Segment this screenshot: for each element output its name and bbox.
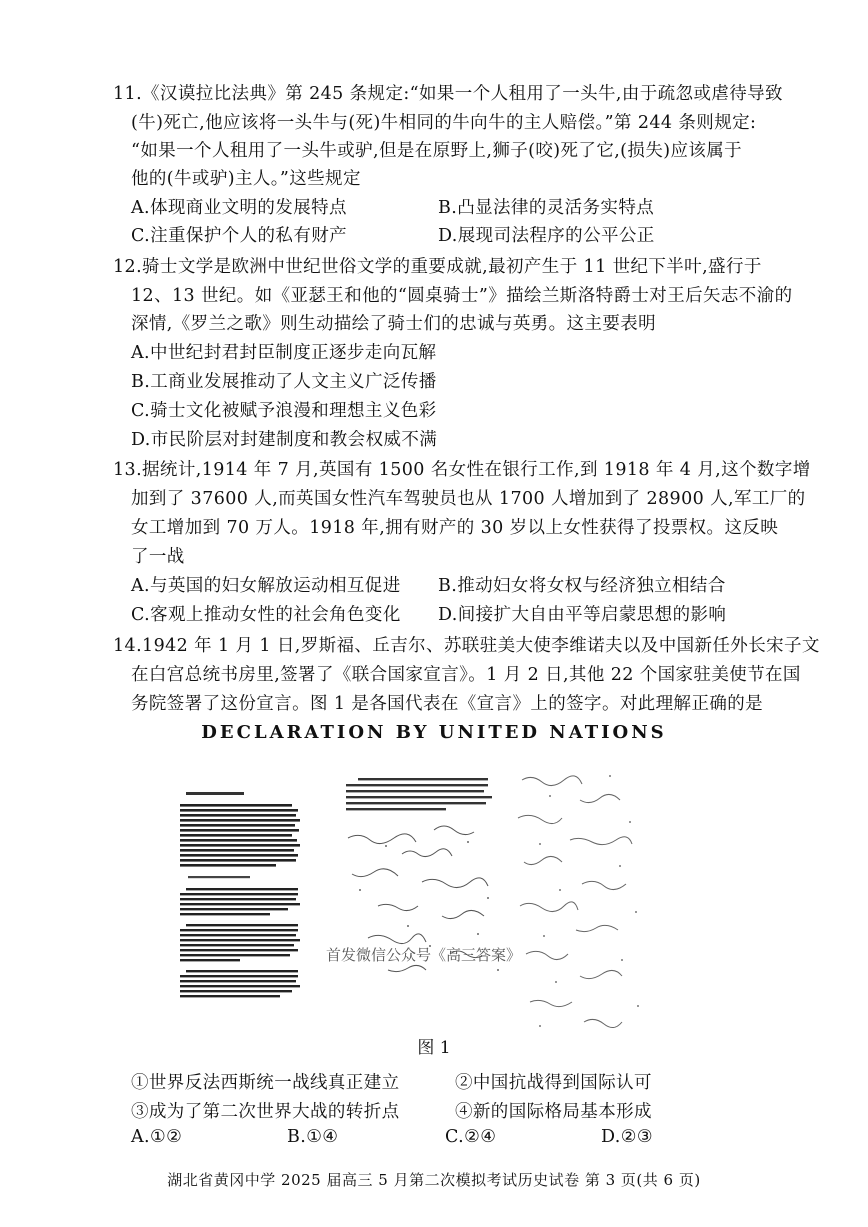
q11-stem-line-1: 11.《汉谟拉比法典》第 245 条规定:“如果一个人租用了一头牛,由于疏忽或虐待导致: [113, 84, 783, 104]
q14-option-b: B.①④: [287, 1127, 339, 1147]
q13-stem-line-1: 13.据统计,1914 年 7 月,英国有 1500 名女性在银行工作,到 1918 年 4 月,这个数字增: [113, 460, 811, 480]
q11-option-d: D.展现司法程序的公平公正: [438, 226, 655, 246]
q13-stem-line-4: 了一战: [131, 547, 185, 567]
q12-stem-line-2: 12、13 世纪。如《亚瑟王和他的“圆桌骑士”》描绘兰斯洛特爵士对王后矢志不渝的: [131, 286, 793, 306]
q12-option-c: C.骑士文化被赋予浪漫和理想主义色彩: [131, 401, 437, 421]
figure-caption: 图 1: [417, 1038, 451, 1058]
q14-option-d: D.②③: [601, 1127, 653, 1147]
q14-statement-4: ④新的国际格局基本形成: [455, 1102, 652, 1122]
q14-statement-1: ①世界反法西斯统一战线真正建立: [131, 1073, 400, 1093]
q11-stem-line-4: 他的(牛或驴)主人。”这些规定: [131, 169, 361, 189]
q12-stem-line-1: 12.骑士文学是欧洲中世纪世俗文学的重要成就,最初产生于 11 世纪下半叶,盛行于: [113, 257, 762, 277]
q14-stem-line-1: 14.1942 年 1 月 1 日,罗斯福、丘吉尔、苏联驻美大使李维诺夫以及中国新任外长宋子文: [113, 636, 820, 656]
q14-option-a: A.①②: [131, 1127, 183, 1147]
q12-option-a: A.中世纪封君封臣制度正逐步走向瓦解: [131, 343, 437, 363]
q14-stem-line-3: 务院签署了这份宣言。图 1 是各国代表在《宣言》上的签字。对此理解正确的是: [131, 694, 764, 714]
q11-stem-line-2: (牛)死亡,他应该将一头牛与(死)牛相同的牛向牛的主人赔偿。”第 244 条则规定:: [131, 113, 757, 133]
q11-option-a: A.体现商业文明的发展特点: [131, 198, 347, 218]
q14-stem-line-2: 在白宫总统书房里,签署了《联合国家宣言》。1 月 2 日,其他 22 个国家驻美使节在国: [131, 665, 801, 685]
q12-option-b: B.工商业发展推动了人文主义广泛传播: [131, 372, 437, 392]
figure-title: DECLARATION BY UNITED NATIONS: [201, 722, 667, 743]
q13-option-d: D.间接扩大自由平等启蒙思想的影响: [438, 605, 727, 625]
q12-option-d: D.市民阶层对封建制度和教会权威不满: [131, 430, 438, 450]
q14-statement-3: ③成为了第二次世界大战的转折点: [131, 1102, 400, 1122]
q13-stem-line-2: 加到了 37600 人,而英国女性汽车驾驶员也从 1700 人增加到了 28900 人,军工厂的: [131, 489, 806, 509]
q11-stem-line-3: “如果一个人租用了一头牛或驴,但是在原野上,狮子(咬)死了它,(损失)应该属于: [131, 141, 743, 161]
q11-option-b: B.凸显法律的灵活务实特点: [438, 198, 655, 218]
q14-statement-2: ②中国抗战得到国际认可: [455, 1073, 652, 1093]
q13-stem-line-3: 女工增加到 70 万人。1918 年,拥有财产的 30 岁以上女性获得了投票权。这反映: [131, 518, 779, 538]
q13-option-a: A.与英国的妇女解放运动相互促进: [131, 576, 401, 596]
declaration-page-3-image: [510, 766, 650, 1036]
q13-option-b: B.推动妇女将女权与经济独立相结合: [438, 576, 726, 596]
q12-stem-line-3: 深情,《罗兰之歌》则生动描绘了骑士们的忠诚与英勇。这主要表明: [131, 314, 657, 334]
q13-option-c: C.客观上推动女性的社会角色变化: [131, 605, 401, 625]
q14-option-c: C.②④: [445, 1127, 497, 1147]
q11-option-c: C.注重保护个人的私有财产: [131, 226, 348, 246]
watermark-text: 首发微信公众号《高三答案》: [326, 946, 522, 964]
declaration-page-1-image: [178, 788, 306, 1010]
page-footer: 湖北省黄冈中学 2025 届高三 5 月第二次模拟考试历史试卷 第 3 页(共 6 页): [167, 1171, 701, 1189]
